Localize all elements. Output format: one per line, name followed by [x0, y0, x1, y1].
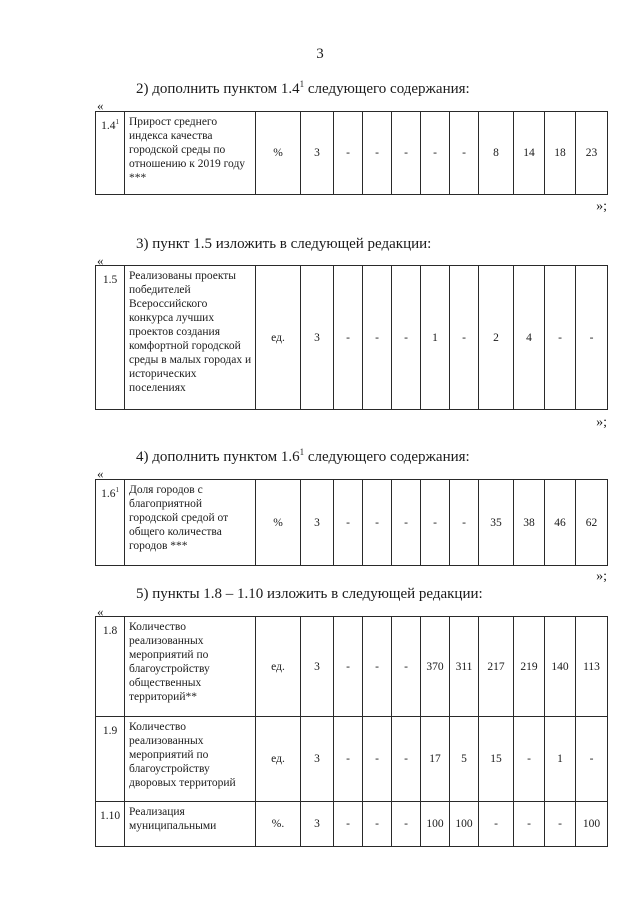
row-value: -	[363, 266, 392, 410]
row-base-value: 3	[301, 802, 334, 847]
row-value: 1	[421, 266, 450, 410]
row-value: 100	[576, 802, 608, 847]
row-name: Количество реализованных мероприятий по благоустройству дворовых территорий	[125, 717, 256, 802]
row-value: 219	[514, 617, 545, 717]
row-value: 217	[479, 617, 514, 717]
row-value: -	[545, 802, 576, 847]
row-value: 35	[479, 480, 514, 566]
row-value: 370	[421, 617, 450, 717]
row-unit: %.	[256, 802, 301, 847]
row-value: -	[334, 480, 363, 566]
section-3-heading-pre: 3) пункт 1.5 изложить в следующей редакции:	[136, 236, 432, 252]
row-value: 311	[450, 617, 479, 717]
row-value: 140	[545, 617, 576, 717]
row-value: -	[363, 717, 392, 802]
row-name: Количество реализованных мероприятий по благоустройству общественных территорий**	[125, 617, 256, 717]
row-value: -	[392, 112, 421, 195]
row-name: Прирост среднего индекса качества городской среды по отношению к 2019 году ***	[125, 112, 256, 195]
row-value: 23	[576, 112, 608, 195]
row-value: 113	[576, 617, 608, 717]
row-value: -	[576, 717, 608, 802]
section-2-heading-post: следующего содержания:	[304, 81, 470, 97]
row-value: 46	[545, 480, 576, 566]
table-row	[96, 480, 608, 566]
row-value: -	[334, 112, 363, 195]
table-item-1-6	[95, 479, 608, 566]
row-base-value: 3	[301, 266, 334, 410]
row-base-value: 3	[301, 112, 334, 195]
row-value: -	[545, 266, 576, 410]
row-unit: %	[256, 112, 301, 195]
row-number: 1.9	[96, 717, 125, 802]
row-value: -	[392, 717, 421, 802]
row-value: -	[421, 112, 450, 195]
table-item-1-5	[95, 265, 608, 410]
row-base-value: 3	[301, 617, 334, 717]
row-value: -	[334, 617, 363, 717]
row-value: -	[514, 802, 545, 847]
row-value: 38	[514, 480, 545, 566]
section-3-heading	[136, 234, 431, 253]
row-value: -	[363, 617, 392, 717]
row-unit: ед.	[256, 717, 301, 802]
row-value: 8	[479, 112, 514, 195]
row-value: -	[479, 802, 514, 847]
section-4-heading: 4) дополнить пунктом $1.6^1$ следующего содержания:	[136, 447, 470, 465]
section-2-heading-pre: 2) дополнить пунктом 1.4	[136, 81, 300, 97]
row-name: Доля городов с благоприятной городской средой от общего количества городов ***	[125, 480, 256, 566]
section-2-heading	[136, 79, 470, 98]
row-name: Реализованы проекты победителей Всероссийского конкурса лучших проектов создания комфортной городской среды в малых городах и исторических поселениях	[125, 266, 256, 410]
row-value: 14	[514, 112, 545, 195]
row-value: -	[450, 112, 479, 195]
table-row	[96, 266, 608, 410]
row-value: -	[334, 266, 363, 410]
section-4-close-quote: »;	[596, 569, 607, 584]
row-value: 18	[545, 112, 576, 195]
row-value: -	[363, 802, 392, 847]
row-value: -	[392, 266, 421, 410]
row-value: -	[392, 617, 421, 717]
row-value: -	[334, 717, 363, 802]
row-value: 2	[479, 266, 514, 410]
row-value: -	[363, 112, 392, 195]
row-value: -	[576, 266, 608, 410]
row-number: 1.8	[96, 617, 125, 717]
row-unit: %	[256, 480, 301, 566]
table-row	[96, 112, 608, 195]
row-number: 1.5	[96, 266, 125, 410]
row-value: -	[363, 480, 392, 566]
row-value: 100	[421, 802, 450, 847]
row-name: Реализация муниципальными	[125, 802, 256, 847]
table-row	[96, 617, 608, 717]
row-value: 1	[545, 717, 576, 802]
row-number: $1.6^1$	[96, 480, 125, 566]
section-5-heading: 5) пункты 1.8 – 1.10 изложить в следующей редакции:	[136, 586, 483, 602]
row-number: $1.4^1$	[96, 112, 125, 195]
row-value: -	[514, 717, 545, 802]
row-value: 5	[450, 717, 479, 802]
section-4-open-quote: «	[97, 466, 104, 481]
row-value: -	[392, 480, 421, 566]
row-number: 1.10	[96, 802, 125, 847]
table-row	[96, 802, 608, 847]
row-value: -	[334, 802, 363, 847]
row-value: -	[450, 266, 479, 410]
page-number: 3	[316, 46, 324, 62]
row-unit: ед.	[256, 617, 301, 717]
row-value: 15	[479, 717, 514, 802]
row-value: -	[421, 480, 450, 566]
row-base-value: 3	[301, 480, 334, 566]
row-unit: ед.	[256, 266, 301, 410]
row-base-value: 3	[301, 717, 334, 802]
section-2-close-quote: »;	[596, 199, 607, 214]
section-2-open-quote: «	[97, 98, 104, 113]
row-value: 17	[421, 717, 450, 802]
row-value: 62	[576, 480, 608, 566]
table-row	[96, 717, 608, 802]
row-value: -	[450, 480, 479, 566]
row-value: 100	[450, 802, 479, 847]
section-3-open-quote: «	[97, 253, 104, 268]
section-5-open-quote: «	[97, 604, 104, 619]
section-3-close-quote: »;	[596, 415, 607, 430]
table-items-1-8-to-1-10	[95, 616, 608, 847]
table-item-1-4	[95, 111, 608, 195]
row-value: -	[392, 802, 421, 847]
row-value: 4	[514, 266, 545, 410]
section-2-heading-sup: 1	[299, 79, 305, 89]
